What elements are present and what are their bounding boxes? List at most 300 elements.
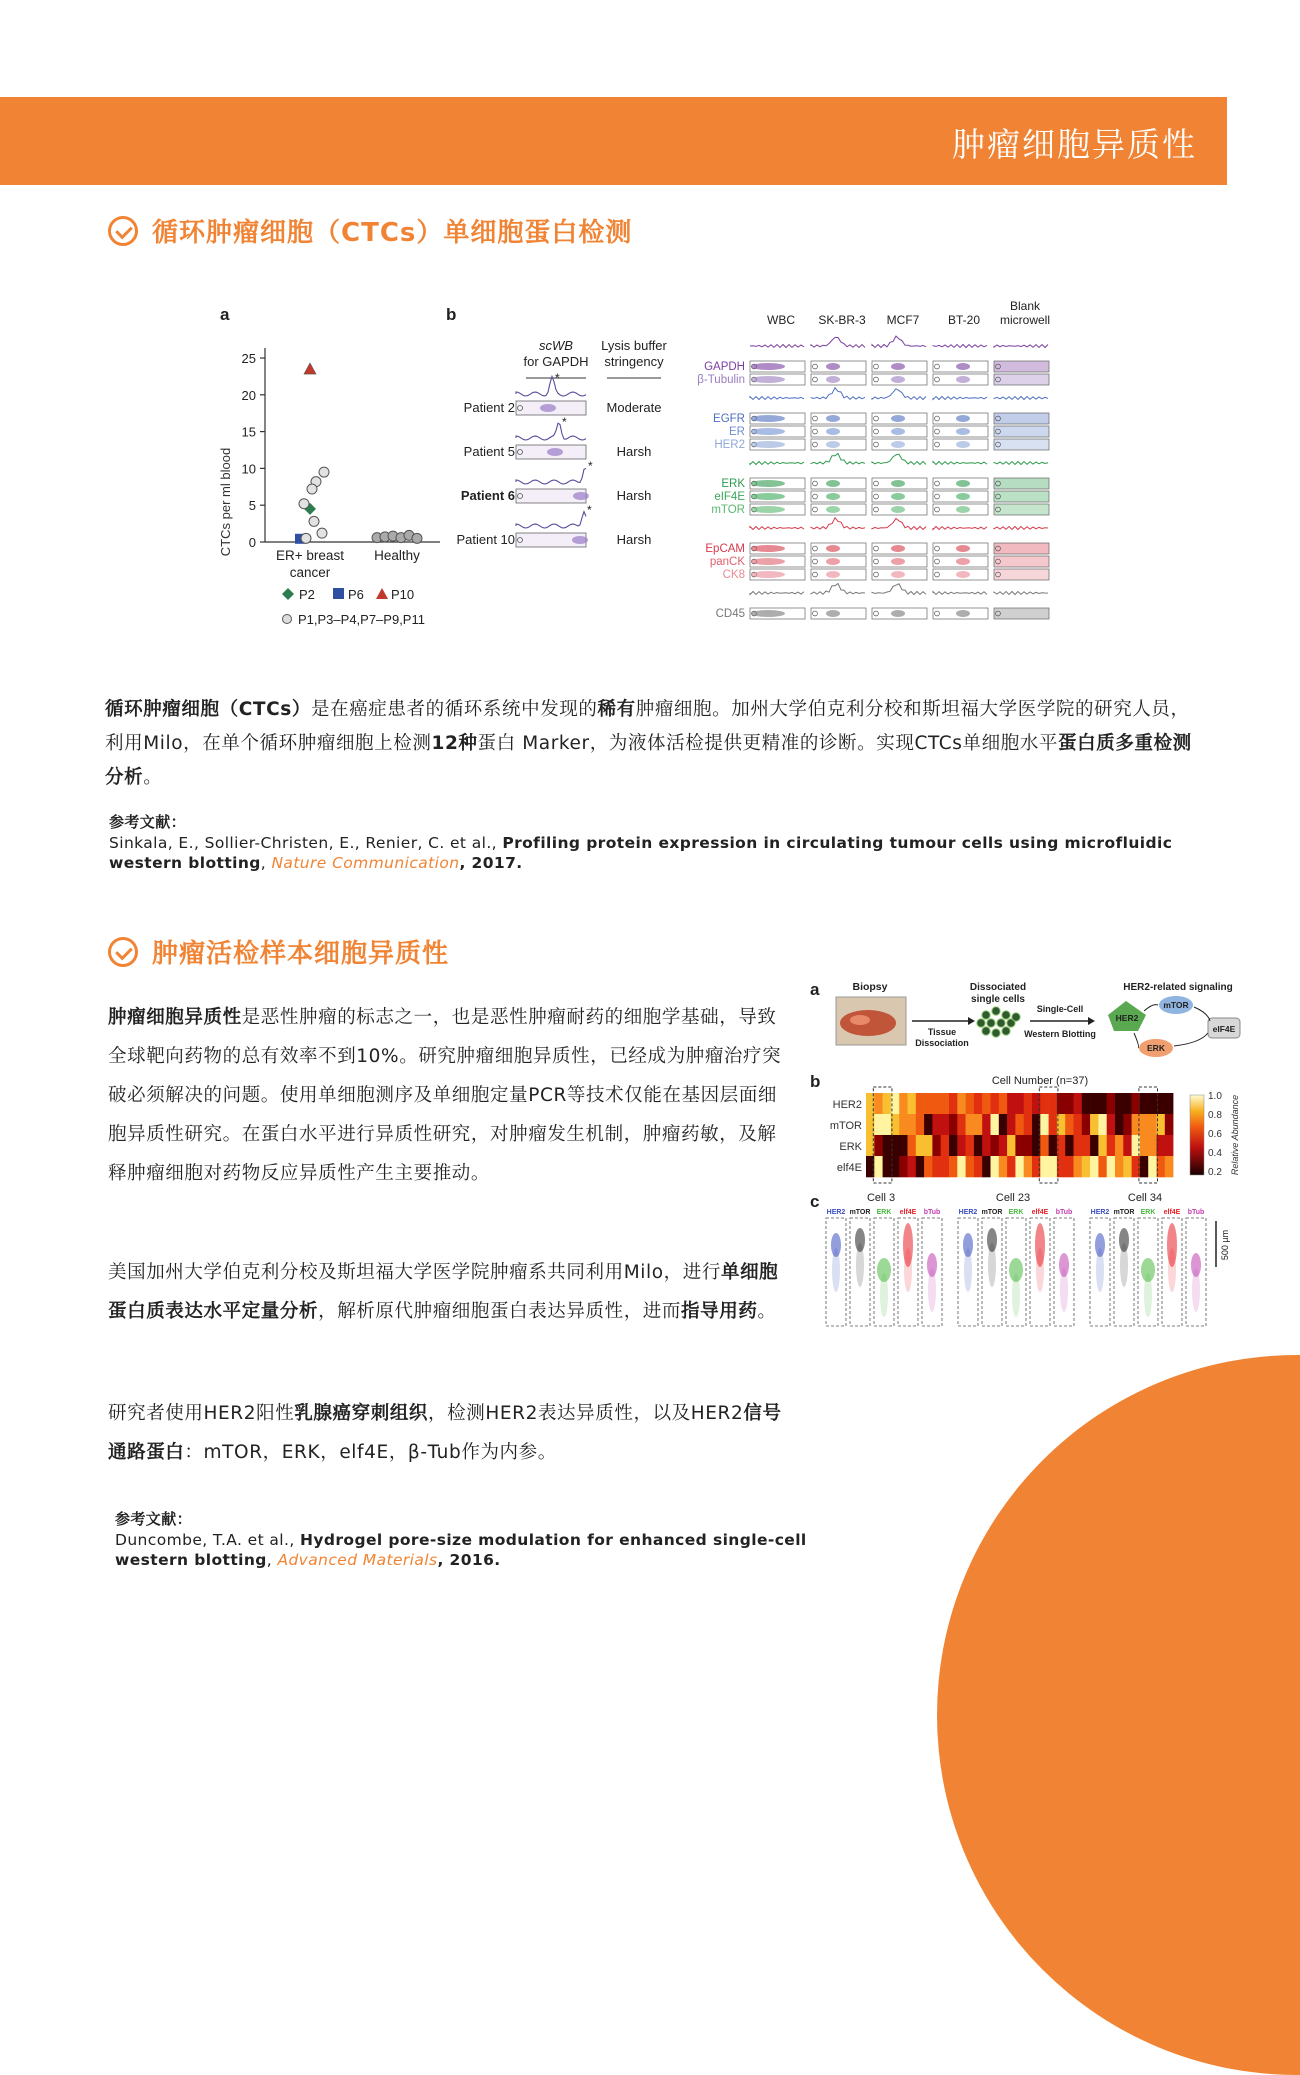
point-p10 <box>304 363 316 374</box>
marker-label: EGFR <box>713 413 745 425</box>
heatmap-title: Cell Number (n=37) <box>991 1075 1089 1087</box>
marker-band <box>956 480 970 487</box>
x-category-2: Healthy <box>374 548 420 563</box>
marker-trace <box>872 518 926 529</box>
point-other <box>412 533 422 543</box>
para4-text: 研究者使用HER2阳性 <box>108 1403 295 1424</box>
heatmap-cell <box>982 1093 991 1114</box>
heatmap-cell <box>1107 1093 1116 1114</box>
heatmap-cell <box>1115 1114 1124 1135</box>
lane-label: ERK <box>1140 1209 1156 1216</box>
node-eif4e: eIF4E <box>1212 1024 1236 1034</box>
marker-trace <box>933 527 987 530</box>
signaling-label: HER2-related signaling <box>1123 982 1233 993</box>
heatmap-cell <box>999 1156 1008 1177</box>
marker-band <box>891 415 905 422</box>
para3-text: 美国加州大学伯克利分校及斯坦福大学医学院肿瘤系共同利用Milo，进行 <box>108 1262 721 1283</box>
ref2-heading: 参考文献： <box>115 1510 193 1528</box>
biopsy-label: Biopsy <box>852 981 888 993</box>
section1-heading <box>108 212 632 249</box>
marker-trace <box>750 345 804 348</box>
heatmap-cell <box>924 1156 933 1177</box>
heatmap-cell <box>932 1156 941 1177</box>
cell <box>992 1007 1000 1015</box>
marker-band <box>826 506 840 513</box>
heatmap-cell <box>899 1114 908 1135</box>
heatmap-cell <box>1024 1093 1033 1114</box>
check-circle-icon <box>108 937 138 967</box>
heatmap-cell <box>991 1114 1000 1135</box>
ref1-authors: Sinkala, E., Sollier-Christen, E., Renier, C. et al., <box>109 834 503 852</box>
heatmap-row-label: ERK <box>839 1141 862 1153</box>
scwb-label-1: Single-Cell <box>1036 1004 1084 1014</box>
heatmap-cell <box>924 1093 933 1114</box>
cell <box>982 1027 990 1035</box>
lane-smear <box>880 1273 888 1317</box>
lane-smear <box>988 1243 996 1287</box>
heatmap-cell <box>932 1093 941 1114</box>
marker-lane <box>994 491 1049 502</box>
marker-band <box>956 545 970 552</box>
marker-band <box>956 558 970 565</box>
heatmap-cell <box>1007 1114 1016 1135</box>
marker-trace <box>933 592 987 595</box>
heatmap-cell <box>966 1156 975 1177</box>
heatmap-cell <box>1074 1135 1083 1156</box>
heatmap-cell <box>1082 1093 1091 1114</box>
heatmap-cell <box>1123 1114 1132 1135</box>
marker-lane <box>994 361 1049 372</box>
heatmap-cell <box>1123 1093 1132 1114</box>
scale-title: Relative Abundance <box>1230 1094 1240 1176</box>
heatmap-cell <box>941 1135 950 1156</box>
lane-label: HER2 <box>958 1209 978 1216</box>
heatmap-cell <box>1015 1093 1024 1114</box>
marker-lane <box>994 413 1049 424</box>
ref2-title: Hydrogel pore-size modulation for enhanced single-cell western blotting <box>115 1531 807 1569</box>
cell <box>997 1019 1005 1027</box>
stringency-label: Harsh <box>616 488 652 503</box>
dissociated-label-2: single cells <box>971 994 1025 1005</box>
blot-band <box>573 492 589 500</box>
heatmap-cell <box>1148 1135 1157 1156</box>
heatmap-cell <box>982 1135 991 1156</box>
para3-bold: 单细胞蛋白质表达水平定量分析 <box>108 1262 779 1322</box>
marker-trace <box>994 345 1048 348</box>
patient-label: Patient 10 <box>456 532 515 547</box>
marker-band <box>891 493 905 500</box>
legend-p6: P6 <box>348 587 364 602</box>
marker-lane <box>994 608 1049 619</box>
heatmap-cell <box>941 1093 950 1114</box>
heatmap-cell <box>1098 1114 1107 1135</box>
lane-smear <box>1060 1268 1068 1312</box>
heatmap-cell <box>883 1156 892 1177</box>
heatmap-cell <box>1015 1114 1024 1135</box>
legend-p6-marker <box>333 588 344 599</box>
marker-trace <box>750 592 804 595</box>
ref2-year: , 2016. <box>437 1551 501 1569</box>
para1-text-3: 蛋白 Marker，为液体活检提供更精准的诊断。实现CTCs单细胞水平 <box>477 733 1059 754</box>
lane-smear <box>1144 1273 1152 1317</box>
y-tick-label: 5 <box>248 498 256 514</box>
heatmap-cell <box>883 1135 892 1156</box>
cell <box>992 1029 1000 1037</box>
marker-band <box>826 493 840 500</box>
marker-band <box>891 480 905 487</box>
heatmap-cell <box>1049 1114 1058 1135</box>
heatmap-cell <box>966 1093 975 1114</box>
marker-band <box>751 558 785 565</box>
heatmap-cell <box>1098 1093 1107 1114</box>
heatmap-cell <box>1115 1156 1124 1177</box>
col-scwb: scWB <box>539 338 573 353</box>
heatmap-cell <box>916 1093 925 1114</box>
marker-band <box>891 441 905 448</box>
heatmap-cell <box>991 1135 1000 1156</box>
ref1-journal[interactable]: Nature Communication <box>271 854 460 872</box>
legend-p10-marker <box>376 588 388 599</box>
marker-lane <box>994 374 1049 385</box>
heatmap-cell <box>1082 1114 1091 1135</box>
legend-p2: P2 <box>299 587 315 602</box>
ref1-heading: 参考文献： <box>109 813 187 831</box>
marker-band <box>751 441 785 448</box>
stringency-label: Harsh <box>616 532 652 547</box>
marker-label: ERK <box>721 478 745 490</box>
heatmap-cell <box>1165 1114 1174 1135</box>
ref1-year: , 2017. <box>459 854 523 872</box>
marker-band <box>751 415 785 422</box>
lane-label: HER2 <box>1090 1209 1110 1216</box>
heatmap-cell <box>999 1135 1008 1156</box>
heatmap-cell <box>957 1135 966 1156</box>
lane-label: mTOR <box>981 1209 1003 1216</box>
lane-smear <box>964 1248 972 1292</box>
heatmap-cell <box>1074 1114 1083 1135</box>
para4-bold-2: 信号通路蛋白 <box>108 1403 782 1463</box>
marker-band <box>751 363 785 370</box>
marker-band <box>751 493 785 500</box>
marker-trace <box>933 397 987 400</box>
para3-end: 。 <box>757 1301 777 1322</box>
marker-label: GAPDH <box>704 361 745 373</box>
node-erk: ERK <box>1147 1043 1165 1053</box>
stringency-label: Harsh <box>616 444 652 459</box>
heatmap-cell <box>949 1114 958 1135</box>
heatmap-cell <box>1065 1135 1074 1156</box>
heatmap-cell <box>874 1093 883 1114</box>
marker-trace <box>994 592 1048 595</box>
heatmap-cell <box>966 1135 975 1156</box>
heatmap-cell <box>1049 1135 1058 1156</box>
marker-band <box>826 363 840 370</box>
biopsy-figure <box>808 975 1248 1335</box>
heatmap-cell <box>1040 1156 1049 1177</box>
marker-band <box>891 363 905 370</box>
point-other <box>301 533 311 543</box>
stringency-label: Moderate <box>606 400 662 415</box>
heatmap-cell <box>1040 1093 1049 1114</box>
heatmap-cell <box>1140 1114 1149 1135</box>
y-tick-label: 0 <box>248 535 256 550</box>
scale-tick: 0.4 <box>1208 1148 1222 1159</box>
para1-text-2: 肿瘤细胞。加州大学伯克利分校和斯坦福大学医学院的研究人员，利用Milo，在单个循环肿瘤细胞上检测 <box>105 699 1190 754</box>
para1-count: 12种 <box>431 733 478 754</box>
marker-trace <box>750 397 804 400</box>
heatmap-cell <box>883 1114 892 1135</box>
heatmap-row-label: HER2 <box>832 1099 862 1111</box>
heatmap-cell <box>899 1093 908 1114</box>
section2-heading <box>108 933 449 970</box>
marker-band <box>751 545 785 552</box>
marker-band <box>891 558 905 565</box>
heatmap-cell <box>1090 1114 1099 1135</box>
fig2-panel-b-label: b <box>810 1072 821 1091</box>
heatmap-cell <box>957 1093 966 1114</box>
ref1-title: Profiling protein expression in circulating tumour cells using microfluidic western blotting <box>109 834 1173 872</box>
para1-analysis: 蛋白质多重检测分析 <box>105 733 1192 788</box>
heatmap-cell <box>1107 1114 1116 1135</box>
gapdh-trace <box>516 423 586 440</box>
point-other <box>299 499 309 509</box>
gapdh-panel <box>446 305 668 547</box>
marker-band <box>826 441 840 448</box>
heatmap-row-label: mTOR <box>829 1120 862 1132</box>
para3-bold-2: 指导用药 <box>681 1301 758 1322</box>
tissue-label-2: Dissociation <box>915 1038 969 1048</box>
heatmap-cell <box>1148 1156 1157 1177</box>
para4-text-3: ：mTOR，ERK，elf4E，β-Tub作为内参。 <box>184 1442 557 1463</box>
marker-trace <box>811 453 865 464</box>
blot-band <box>547 448 563 456</box>
marker-lane <box>994 504 1049 515</box>
heatmap-cell <box>932 1114 941 1135</box>
heatmap-cell <box>1007 1093 1016 1114</box>
col-gapdh: for GAPDH <box>523 354 589 369</box>
page-title: 肿瘤细胞异质性 <box>952 125 1197 164</box>
heatmap-cell <box>1115 1093 1124 1114</box>
heatmap-cell <box>1107 1156 1116 1177</box>
marker-trace <box>750 527 804 530</box>
heatmap-cell <box>1015 1156 1024 1177</box>
heatmap-cell <box>957 1156 966 1177</box>
lane-smear <box>832 1248 840 1292</box>
heatmap-cell <box>1024 1114 1033 1135</box>
legend-p10: P10 <box>391 587 415 602</box>
col-stringency: stringency <box>604 354 664 369</box>
heatmap-cell <box>941 1114 950 1135</box>
marker-label: EpCAM <box>705 543 745 555</box>
marker-trace <box>994 527 1048 530</box>
heatmap-cell <box>974 1135 983 1156</box>
heatmap-cell <box>874 1135 883 1156</box>
ctc-figure <box>210 290 1060 660</box>
cell <box>987 1019 995 1027</box>
cell <box>1002 1027 1010 1035</box>
marker-trace <box>811 388 865 400</box>
para2-text: 是恶性肿瘤的标志之一，也是恶性肿瘤耐药的细胞学基础，导致全球靶向药物的总有效率不到10%。研究肿瘤细胞异质性，已经成为肿瘤治疗突破必须解决的问题。使用单细胞测序及单细胞定量PCR等技术仅能在基因层面细胞异质性研究。在蛋白水平进行异质性研究，对肿瘤发生机制，肿瘤药敏，及解释肿瘤细胞对药物反应异质性产生主要推动。 <box>108 1007 782 1184</box>
heatmap-cell <box>1165 1093 1174 1114</box>
cell-label: Cell 23 <box>995 1192 1031 1204</box>
heatmap-cell <box>1090 1135 1099 1156</box>
heatmap-cell <box>1040 1114 1049 1135</box>
marker-trace <box>933 462 987 465</box>
section2-paragraph-1 <box>108 998 788 1193</box>
marker-blot-panel <box>697 299 1050 620</box>
heatmap-cell <box>941 1156 950 1177</box>
marker-lane <box>994 439 1049 450</box>
heatmap-cell <box>1049 1156 1058 1177</box>
heatmap-cell <box>1065 1156 1074 1177</box>
heatmap-cell <box>916 1135 925 1156</box>
lane-label: mTOR <box>1113 1209 1135 1216</box>
cell <box>977 1019 985 1027</box>
heatmap-cell <box>974 1114 983 1135</box>
lane-smear <box>1036 1248 1044 1292</box>
patient-label: Patient 6 <box>460 488 515 503</box>
lane-label: bTub <box>1187 1209 1205 1216</box>
ref2-journal[interactable]: Advanced Materials <box>277 1551 438 1569</box>
point-other <box>317 528 327 538</box>
heatmap-cell <box>899 1156 908 1177</box>
lane-smear <box>856 1243 864 1287</box>
heatmap-cell <box>1123 1156 1132 1177</box>
heatmap-cell <box>991 1156 1000 1177</box>
heatmap-cell <box>883 1093 892 1114</box>
panel-b-label: b <box>446 305 457 324</box>
heatmap-cell <box>1090 1093 1099 1114</box>
check-circle-icon <box>108 216 138 246</box>
lane-label: ERK <box>1008 1209 1024 1216</box>
section2-paragraph-2 <box>108 1253 788 1331</box>
marker-band <box>751 428 785 435</box>
marker-band <box>751 480 785 487</box>
marker-band <box>826 571 840 578</box>
heatmap-cell <box>974 1093 983 1114</box>
marker-band <box>891 571 905 578</box>
heatmap-cell <box>1024 1135 1033 1156</box>
marker-band <box>956 610 970 617</box>
color-scale-bar <box>1190 1095 1204 1175</box>
para3-text-2: ，解析原代肿瘤细胞蛋白表达异质性，进而 <box>318 1301 682 1322</box>
marker-band <box>826 376 840 383</box>
col-microwell: microwell <box>999 313 1051 327</box>
peak-star: * <box>555 371 560 385</box>
marker-band <box>751 376 785 383</box>
marker-band <box>956 493 970 500</box>
scale-tick: 0.8 <box>1208 1110 1222 1121</box>
heatmap-cell <box>999 1114 1008 1135</box>
heatmap-cell <box>1040 1135 1049 1156</box>
cell <box>982 1011 990 1019</box>
marker-trace <box>872 454 926 464</box>
marker-lane <box>994 569 1049 580</box>
heatmap-cell <box>908 1114 917 1135</box>
marker-band <box>891 376 905 383</box>
peak-star: * <box>562 415 567 429</box>
marker-trace <box>750 462 804 465</box>
marker-band <box>956 571 970 578</box>
marker-band <box>956 506 970 513</box>
marker-label: HER2 <box>714 439 745 451</box>
heatmap-cell <box>874 1114 883 1135</box>
scwb-label-2: Western Blotting <box>1024 1029 1096 1039</box>
heatmap-cell <box>1065 1114 1074 1135</box>
heatmap-cell <box>1090 1156 1099 1177</box>
heatmap-cell <box>982 1156 991 1177</box>
section1-reference <box>109 812 1209 873</box>
patient-label: Patient 5 <box>463 444 515 459</box>
y-axis-label: CTCs per ml blood <box>218 447 233 557</box>
decorative-orange-circle <box>937 1355 1300 2075</box>
heatmap-cell <box>1082 1135 1091 1156</box>
heatmap-cell <box>974 1156 983 1177</box>
point-other <box>309 516 319 526</box>
heatmap-cell <box>908 1135 917 1156</box>
section1-title: 循环肿瘤细胞（CTCs）单细胞蛋白检测 <box>152 218 633 248</box>
lane-label: HER2 <box>826 1209 846 1216</box>
header-banner <box>0 97 1227 185</box>
marker-band <box>826 480 840 487</box>
marker-lane <box>994 478 1049 489</box>
heatmap-cell <box>924 1114 933 1135</box>
marker-band <box>826 558 840 565</box>
heatmap-cell <box>1140 1093 1149 1114</box>
para2-term: 肿瘤细胞异质性 <box>108 1007 242 1028</box>
marker-trace <box>933 345 987 348</box>
col-blank: Blank <box>1009 299 1041 313</box>
lane-label: elf4E <box>1163 1209 1181 1216</box>
blot-band <box>572 536 588 544</box>
marker-band <box>826 415 840 422</box>
dissociated-label-1: Dissociated <box>969 982 1027 993</box>
fig2-panel-c-label: c <box>810 1192 820 1211</box>
marker-label: panCK <box>709 556 745 568</box>
heatmap-row-label: elf4E <box>836 1162 862 1174</box>
heatmap-cell <box>1148 1114 1157 1135</box>
marker-label: ER <box>729 426 745 438</box>
marker-band <box>826 428 840 435</box>
section2-reference <box>115 1509 875 1570</box>
marker-lane <box>994 426 1049 437</box>
node-mtor: mTOR <box>1163 1000 1189 1010</box>
heatmap-cell <box>957 1114 966 1135</box>
lane-smear <box>1012 1273 1020 1317</box>
heatmap-cell <box>949 1156 958 1177</box>
lane-smear <box>1168 1248 1176 1292</box>
marker-band <box>751 506 785 513</box>
marker-band <box>826 545 840 552</box>
scale-tick: 0.2 <box>1208 1167 1222 1178</box>
scalebar-label: 500 µm <box>1220 1229 1230 1261</box>
marker-band <box>956 428 970 435</box>
col-lysis: Lysis buffer <box>601 338 667 353</box>
marker-trace <box>872 389 926 400</box>
marker-label: CK8 <box>722 569 745 581</box>
heatmap-cell <box>1049 1093 1058 1114</box>
x-category-1a: ER+ breast <box>276 548 344 563</box>
marker-trace <box>872 336 926 347</box>
lane-label: ERK <box>876 1209 892 1216</box>
para1-text: 是在癌症患者的循环系统中发现的 <box>311 699 598 720</box>
lane-smear <box>1192 1268 1200 1312</box>
point-other <box>319 467 329 477</box>
legend-others-marker <box>283 615 292 624</box>
heatmap-cell <box>916 1156 925 1177</box>
heatmap-cell <box>1082 1156 1091 1177</box>
heatmap-cell <box>1165 1156 1174 1177</box>
